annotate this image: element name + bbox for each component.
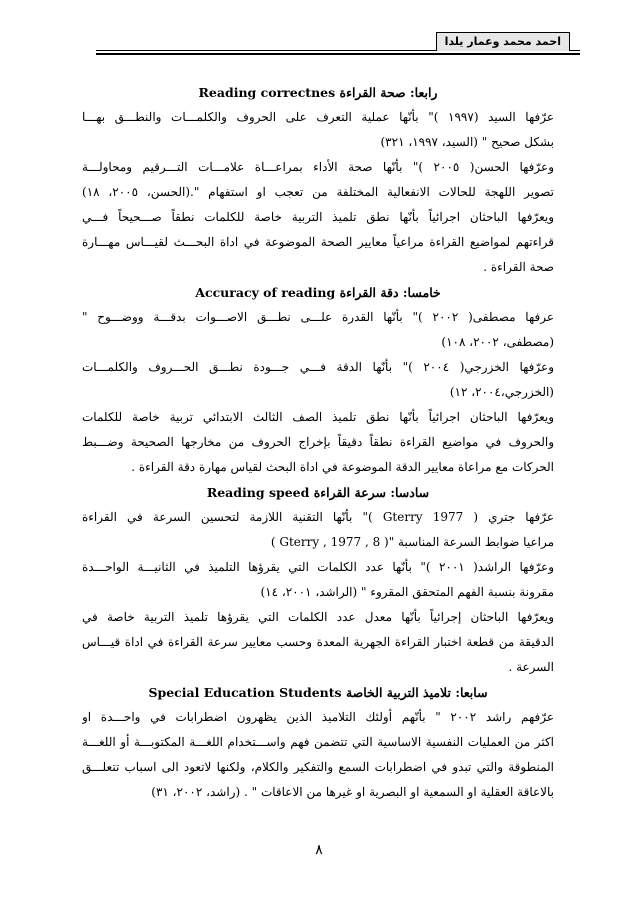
author-label: احمد محمد وعمار يلدا: [436, 32, 570, 51]
paragraph-line: وعرّفها الحسن( ٢٠٠٥ )" بأنّها صحة الأداء بمراعـــاة علامـــات التـــرقيم ومحاولـــة: [82, 160, 554, 174]
paragraph-line: وعرّفها الخزرجي( ٢٠٠٤ )" بأنّها الدقة فـــي جـــودة نطـــق الحـــروف والكلمـــات: [82, 360, 554, 374]
paragraph-line: قراءتهم لمواضيع القراءة مراعياً معايير الصحة الموضوعة في اداة البحـــث لقيـــاس مهـــارة: [82, 235, 554, 249]
paragraph-line: (الخزرجي،٢٠٠٤، ١٢): [449, 385, 554, 399]
section-heading: [82, 280, 554, 305]
section-heading-ar: سابعا: تلاميذ التربية الخاصة: [345, 685, 488, 700]
paragraph-line: بشكل صحيح " (السيد، ١٩٩٧، ٣٢١): [380, 135, 554, 149]
paragraph-line: مراعيا ضوابط السرعة المناسبة "( Gterry , 1977 , 8 ): [270, 535, 554, 549]
section-heading-ar: رابعا: صحة القراءة: [339, 85, 438, 100]
paragraph-line: ويعرّفها الباحثان اجرائياً بأنّها نطق تلميذ التربية خاصة للكلمات نطقاً صـــحيحاً فـــي: [82, 210, 554, 224]
paragraph-line: الحركات مع مراعاة معايير الدقة الموضوعة في اداة البحث لقياس مهارة دقة القراءة .: [131, 460, 554, 474]
running-header: [96, 28, 580, 56]
paragraph-line: صحة القراءة .: [483, 260, 554, 274]
paragraph-line: مقرونة بنسبة الفهم المتحقق المقروء " (الراشد، ٢٠٠١، ١٤): [260, 585, 554, 599]
section-heading-en: Special Education Students: [148, 685, 342, 700]
paragraph-line: (مصطفى، ٢٠٠٢، ١٠٨): [441, 335, 554, 349]
body-text: [82, 80, 554, 805]
paragraph-line: السرعة .: [508, 660, 554, 674]
paragraph-line: الدقيقة من قطعة اختبار القراءة الجهرية المعدة وحسب معايير سرعة القراءة في اداة قيـــاس: [82, 635, 554, 649]
paragraph-line: عرّفها السيد (١٩٩٧ )" بأنّها عملية التعرف على الحروف والكلمـــات والنطـــق بهـــا: [82, 110, 554, 124]
header-rule-thick: [96, 53, 580, 55]
paragraph-line: بالاعاقة العقلية او السمعية او البصرية او غيرها من الاعاقات " . (راشد، ٢٠٠٢، ٣١): [151, 785, 554, 799]
paragraph-line: وعرّفها الراشد( ٢٠٠١ )" بأنّها عدد الكلمات التي يقرؤها التلميذ في الثانيـــة الواحـــدة: [82, 560, 554, 574]
paragraph-line: عرفها مصطفى( ٢٠٠٢ )" بأنّها القدرة علـــى نطـــق الاصـــوات بدقـــة ووضـــوح ": [82, 310, 554, 324]
section-heading: [82, 80, 554, 105]
paragraph-line: ويعرّفها الباحثان اجرائياً بأنّها نطق تلميذ الصف الثالث الابتدائي تربية خاصة للكلمات: [82, 410, 554, 424]
section-heading-ar: خامسا: دقة القراءة: [339, 285, 441, 300]
page-number: ٨: [315, 842, 323, 858]
section-heading: [82, 680, 554, 705]
paragraph-line: ويعرّفها الباحثان إجرائياً بأنّها معدل عدد الكلمات التي يقرؤها تلميذ التربية خاصة في: [82, 610, 554, 624]
section-heading-en: Reading correctnes: [198, 85, 336, 100]
paragraph-line: اكثر من العمليات النفسية الاساسية التي تتضمن فهم واســـتخدام اللغـــة المكتوبـــة أو اللغـــة: [82, 735, 554, 749]
section-heading-en: Accuracy of reading: [195, 285, 336, 300]
section-heading-en: Reading speed: [206, 485, 310, 500]
paragraph-line: عرّفهم راشد ٢٠٠٢ " بأنّهم أولئك التلاميذ الذين يظهرون اضطرابات في واحـــدة او: [82, 710, 554, 724]
section-heading-ar: سادسا: سرعة القراءة: [313, 485, 430, 500]
paragraph-line: المنطوقة والتي تبدو في اضطرابات السمع والتفكير والكلام، ولكنها لاتعود الى اسباب تتعلـــق: [82, 760, 554, 774]
paragraph-line: عرّفها جتري ( Gterry 1977 )" بأنّها التقنية اللازمة لتحسين السرعة في القراءة: [82, 510, 554, 524]
section-heading: [82, 480, 554, 505]
paragraph-line: والحروف في مواضيع القراءة نطقاً دقيقاً بإخراج الحروف من مخارجها الصحيحة وضـــبط: [82, 435, 554, 449]
paragraph-line: تصوير اللهجة للحالات الانفعالية المختلفة من تعجب او استفهام ".(الحسن، ٢٠٠٥، ١٨): [82, 185, 554, 199]
